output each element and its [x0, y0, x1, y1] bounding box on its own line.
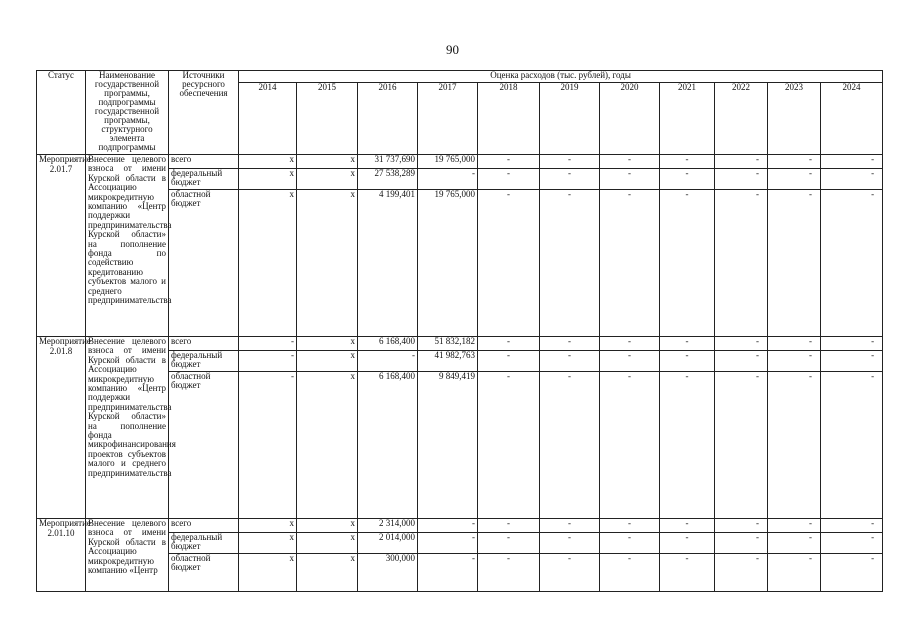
page-number: 90 — [446, 42, 459, 57]
value-cell: - — [715, 554, 768, 592]
value-cell: - — [660, 155, 715, 169]
value-cell: - — [600, 155, 660, 169]
value-cell: - — [768, 190, 821, 337]
value-cell: 4 199,401 — [358, 190, 418, 337]
value-cell: - — [418, 533, 478, 554]
value-cell: 2 314,000 — [358, 519, 418, 533]
value-cell: - — [478, 519, 540, 533]
value-cell: - — [715, 533, 768, 554]
value-cell: - — [660, 351, 715, 372]
source-cell: всего — [169, 519, 239, 533]
value-cell: - — [478, 533, 540, 554]
header-year: 2014 — [239, 83, 297, 155]
value-cell: - — [821, 533, 883, 554]
value-cell: - — [660, 169, 715, 190]
value-cell: - — [540, 372, 600, 519]
value-cell: - — [660, 519, 715, 533]
measure-status: Мероприятие 2.01.7 — [37, 155, 86, 337]
value-cell: - — [821, 155, 883, 169]
value-cell: - — [239, 372, 297, 519]
value-cell: х — [297, 337, 358, 351]
value-cell: - — [715, 190, 768, 337]
source-cell: областной бюджет — [169, 190, 239, 337]
value-cell: - — [768, 519, 821, 533]
value-cell: - — [540, 169, 600, 190]
measure-name: Внесение целевого взноса от имени Курской области в Ассоциацию микрокредитную компанию «Центр — [86, 519, 169, 592]
table-row — [37, 337, 883, 351]
value-cell: - — [478, 554, 540, 592]
value-cell: - — [768, 554, 821, 592]
value-cell: - — [600, 190, 660, 337]
value-cell: - — [540, 519, 600, 533]
source-cell: федеральный бюджет — [169, 533, 239, 554]
header-year: 2018 — [478, 83, 540, 155]
value-cell: - — [478, 372, 540, 519]
value-cell: - — [768, 351, 821, 372]
value-cell: - — [821, 190, 883, 337]
header-year: 2024 — [821, 83, 883, 155]
source-cell: федеральный бюджет — [169, 351, 239, 372]
value-cell: - — [715, 372, 768, 519]
value-cell: х — [239, 554, 297, 592]
value-cell: х — [297, 519, 358, 533]
header-year: 2016 — [358, 83, 418, 155]
value-cell: 2 014,000 — [358, 533, 418, 554]
value-cell: - — [418, 554, 478, 592]
source-cell: всего — [169, 337, 239, 351]
value-cell: - — [600, 554, 660, 592]
header-year: 2017 — [418, 83, 478, 155]
value-cell: - — [660, 337, 715, 351]
header-year: 2022 — [715, 83, 768, 155]
value-cell: - — [478, 190, 540, 337]
value-cell: - — [821, 554, 883, 592]
value-cell: - — [768, 337, 821, 351]
value-cell: - — [540, 533, 600, 554]
value-cell: 31 737,690 — [358, 155, 418, 169]
value-cell: 51 832,182 — [418, 337, 478, 351]
value-cell: х — [297, 533, 358, 554]
value-cell: - — [715, 155, 768, 169]
value-cell: - — [821, 337, 883, 351]
value-cell: - — [660, 554, 715, 592]
value-cell: - — [821, 169, 883, 190]
header-row — [37, 71, 883, 83]
value-cell: - — [540, 155, 600, 169]
value-cell: 6 168,400 — [358, 372, 418, 519]
value-cell: - — [821, 372, 883, 519]
header-year: 2020 — [600, 83, 660, 155]
header-estimate: Оценка расходов (тыс. рублей), годы — [239, 71, 883, 83]
value-cell: - — [600, 169, 660, 190]
measure-status: Мероприятие 2.01.8 — [37, 337, 86, 519]
value-cell: х — [239, 533, 297, 554]
header-status: Статус — [37, 71, 86, 155]
value-cell: - — [478, 155, 540, 169]
value-cell: - — [540, 190, 600, 337]
value-cell: - — [768, 533, 821, 554]
header-year: 2023 — [768, 83, 821, 155]
value-cell: 41 982,763 — [418, 351, 478, 372]
measure-name: Внесение целевого взноса от имени Курской области в Ассоциацию микрокредитную компанию «Центр поддержки предпринимательства Курской области» на пополнение фонда по содействию кредитованию субъектов малого и среднего предпринимательства — [86, 155, 169, 337]
value-cell: 9 849,419 — [418, 372, 478, 519]
value-cell: х — [297, 554, 358, 592]
value-cell: х — [239, 519, 297, 533]
value-cell: - — [660, 372, 715, 519]
value-cell: - — [478, 337, 540, 351]
source-cell: всего — [169, 155, 239, 169]
value-cell: - — [715, 351, 768, 372]
header-source: Источники ресурсного обеспечения — [169, 71, 239, 155]
value-cell: - — [358, 351, 418, 372]
value-cell: х — [297, 155, 358, 169]
value-cell: - — [768, 169, 821, 190]
value-cell: - — [768, 372, 821, 519]
value-cell: - — [478, 169, 540, 190]
value-cell: х — [239, 190, 297, 337]
value-cell: - — [540, 337, 600, 351]
value-cell: - — [600, 372, 660, 519]
value-cell: - — [540, 351, 600, 372]
value-cell: х — [297, 372, 358, 519]
value-cell: - — [660, 533, 715, 554]
value-cell: 19 765,000 — [418, 155, 478, 169]
value-cell: х — [297, 169, 358, 190]
measure-status: Мероприятие 2.01.10 — [37, 519, 86, 592]
value-cell: - — [540, 554, 600, 592]
source-cell: областной бюджет — [169, 554, 239, 592]
value-cell: - — [600, 351, 660, 372]
source-cell: областной бюджет — [169, 372, 239, 519]
value-cell: - — [600, 533, 660, 554]
value-cell: х — [297, 351, 358, 372]
value-cell: - — [418, 169, 478, 190]
header-name: Наименование государственной программы, подпрограммы государственной программы, структурного элемента подпрограммы — [86, 71, 169, 155]
measure-name: Внесение целевого взноса от имени Курской области в Ассоциацию микрокредитную компанию «Центр поддержки предпринимательства Курской области» на пополнение фонда микрофинансирования проектов субъектов малого и среднего предпринимательства — [86, 337, 169, 519]
value-cell: - — [600, 519, 660, 533]
value-cell: 19 765,000 — [418, 190, 478, 337]
value-cell: 6 168,400 — [358, 337, 418, 351]
header-year: 2019 — [540, 83, 600, 155]
table-row — [37, 519, 883, 533]
header-year: 2021 — [660, 83, 715, 155]
value-cell: - — [418, 519, 478, 533]
value-cell: - — [660, 190, 715, 337]
value-cell: 27 538,289 — [358, 169, 418, 190]
value-cell: - — [478, 351, 540, 372]
table-row — [37, 155, 883, 169]
value-cell: х — [239, 155, 297, 169]
value-cell: х — [297, 190, 358, 337]
value-cell: - — [715, 169, 768, 190]
value-cell: - — [821, 351, 883, 372]
value-cell: - — [768, 155, 821, 169]
value-cell: - — [600, 337, 660, 351]
value-cell: - — [715, 337, 768, 351]
value-cell: - — [715, 519, 768, 533]
value-cell: - — [239, 337, 297, 351]
value-cell: х — [239, 169, 297, 190]
value-cell: - — [239, 351, 297, 372]
value-cell: - — [821, 519, 883, 533]
source-cell: федеральный бюджет — [169, 169, 239, 190]
budget-table — [36, 70, 883, 592]
value-cell: 300,000 — [358, 554, 418, 592]
header-year: 2015 — [297, 83, 358, 155]
